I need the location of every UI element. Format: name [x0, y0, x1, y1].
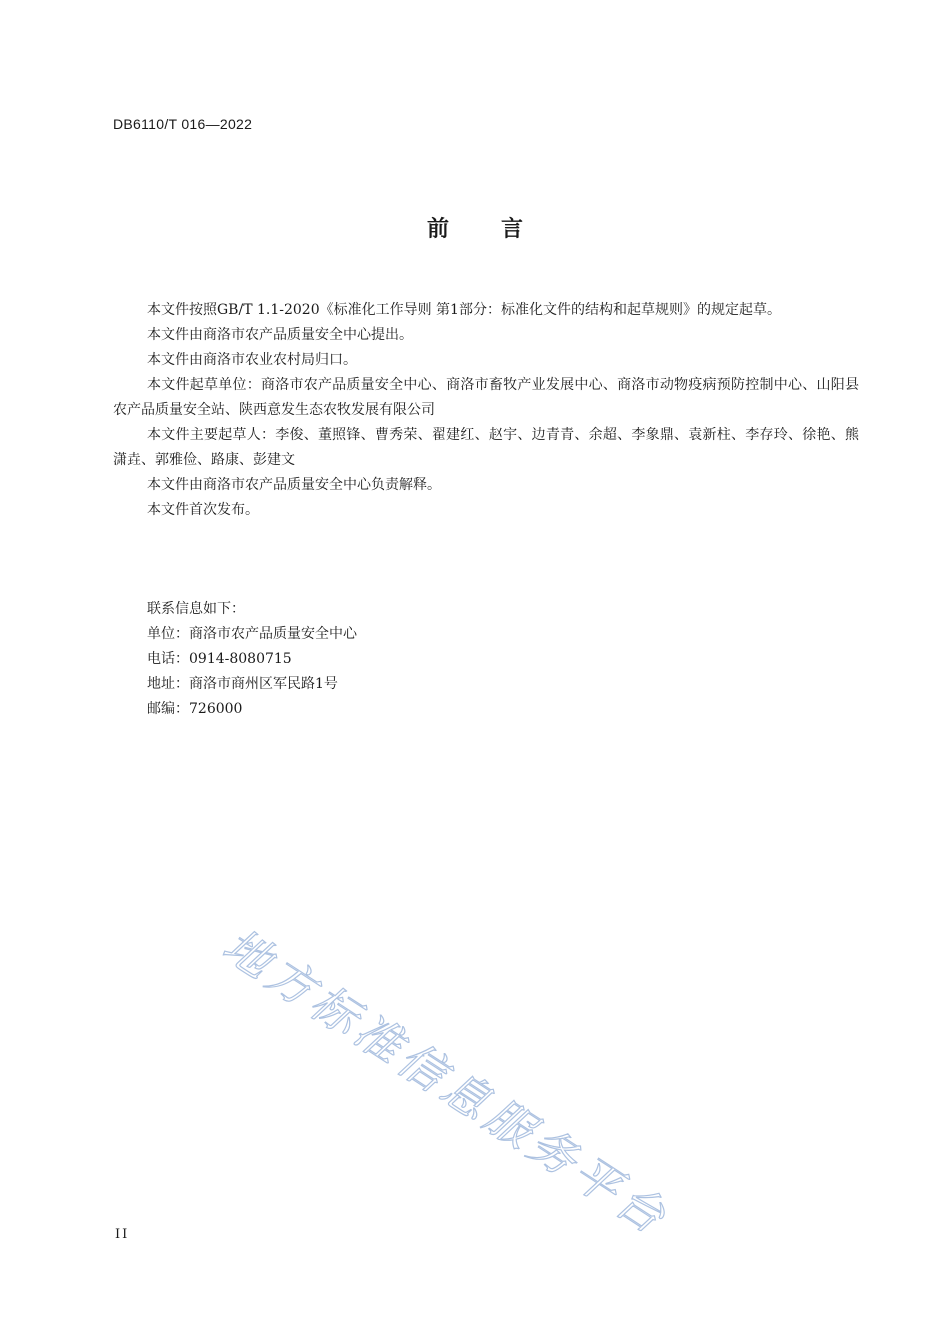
foreword-body	[113, 298, 859, 523]
contact-phone: 电话：0914-8080715	[147, 651, 292, 667]
contact-unit: 单位：商洛市农产品质量安全中心	[147, 626, 357, 642]
paragraph-administrator: 本文件由商洛市农业农村局归口。	[147, 352, 357, 368]
paragraph-first-release: 本文件首次发布。	[147, 502, 259, 518]
paragraph-interpretation: 本文件由商洛市农产品质量安全中心负责解释。	[147, 477, 441, 493]
section-title-part2: 言	[501, 217, 524, 242]
section-title	[0, 212, 950, 243]
contact-address: 地址：商洛市商州区军民路1号	[147, 676, 338, 692]
watermark: 地方标准信息服务平台	[213, 917, 680, 1247]
paragraph-drafting-rules: 本文件按照GB/T 1.1-2020《标准化工作导则 第1部分：标准化文件的结构和起草规则》的规定起草。	[147, 302, 781, 318]
contact-block	[147, 597, 357, 722]
contact-postcode: 邮编：726000	[147, 701, 243, 717]
paragraph-proposer: 本文件由商洛市农产品质量安全中心提出。	[147, 327, 413, 343]
paragraph-drafting-units: 本文件起草单位：商洛市农产品质量安全中心、商洛市畜牧产业发展中心、商洛市动物疫病预防控制中心、山阳县农产品质量安全站、陕西意发生态农牧发展有限公司	[113, 377, 859, 418]
document-code: DB6110/T 016—2022	[113, 116, 253, 132]
paragraph-drafters: 本文件主要起草人：李俊、董照锋、曹秀荣、翟建红、赵宇、边青青、余超、李象鼎、袁新柱、李存玲、徐艳、熊潇垚、郭雅俭、路康、彭建文	[113, 427, 859, 468]
section-title-part1: 前	[426, 217, 449, 242]
page-number: II	[115, 1227, 130, 1242]
contact-heading: 联系信息如下：	[147, 601, 245, 617]
